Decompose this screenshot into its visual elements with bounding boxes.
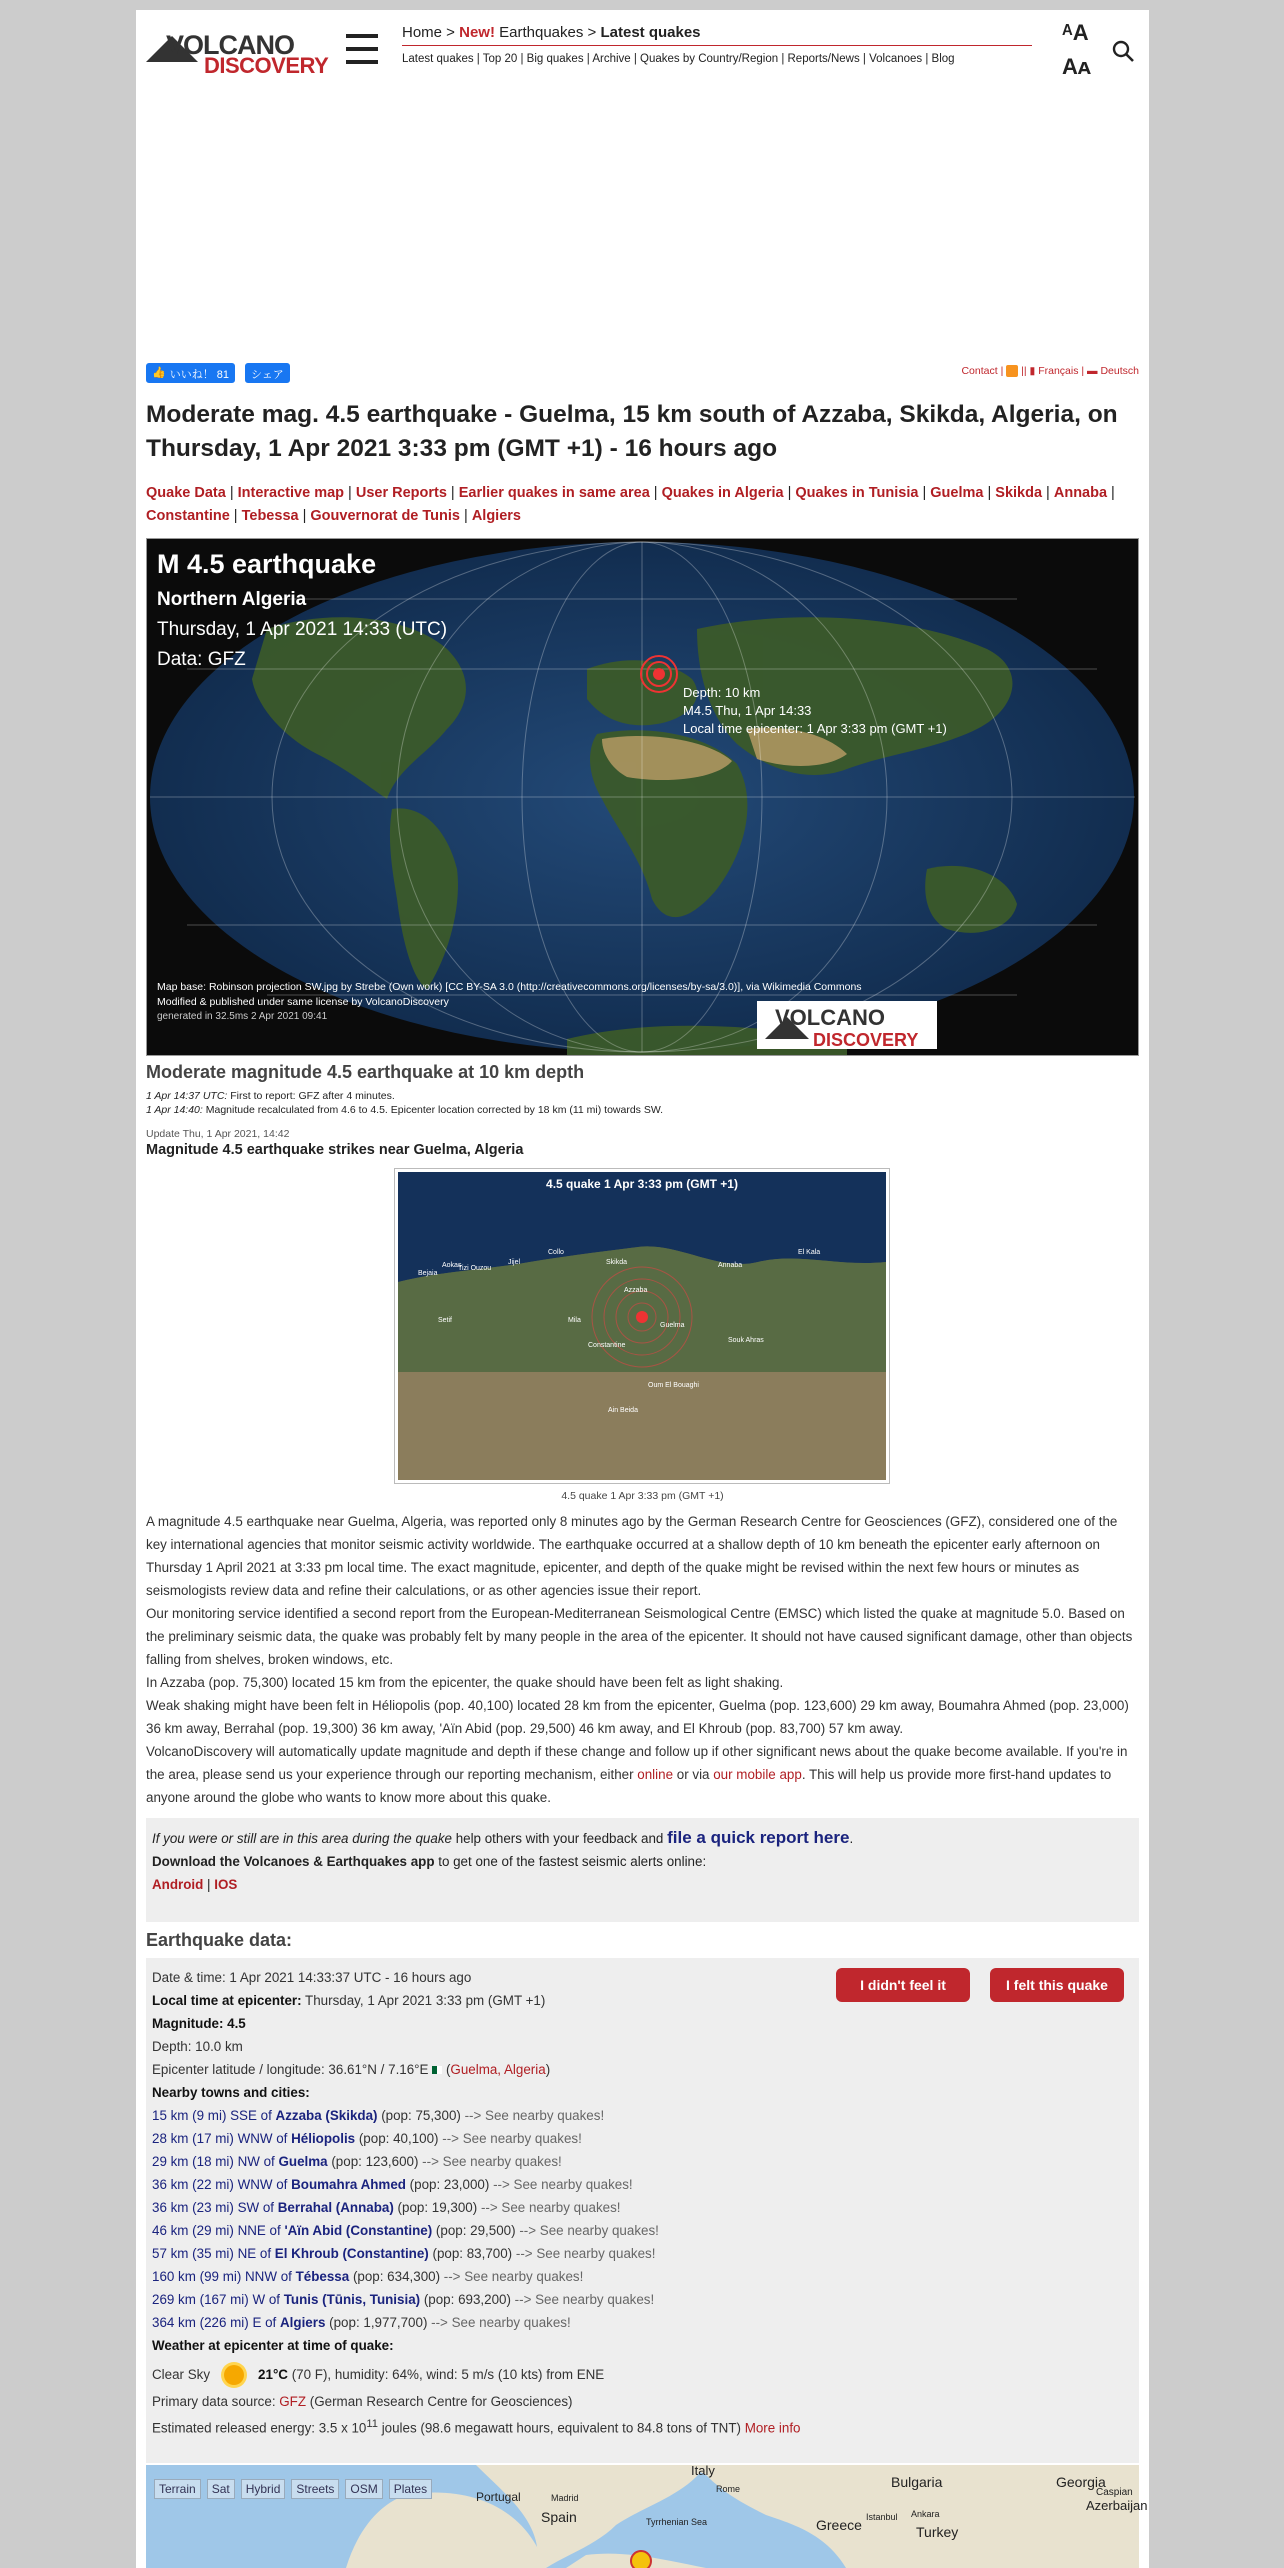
font-decrease-icon[interactable]: Aᴀ [1062, 54, 1091, 79]
logo-text-top: VOLCANO [166, 30, 294, 60]
search-icon[interactable] [1112, 40, 1134, 62]
section-heading: Moderate magnitude 4.5 earthquake at 10 km depth [146, 1062, 585, 1082]
earthquake-data-heading: Earthquake data: [146, 1930, 293, 1950]
nearby-town-row[interactable]: 364 km (226 mi) E of Algiers (pop: 1,977,700) --> See nearby quakes! [152, 2315, 571, 2330]
eq-depth: Depth: 10.0 km [152, 2039, 243, 2054]
french-link[interactable]: Français [1038, 365, 1079, 377]
nearby-town-row[interactable]: 29 km (18 mi) NW of Guelma (pop: 123,600) --> See nearby quakes! [152, 2154, 562, 2169]
map-label: Georgia [1056, 2474, 1106, 2490]
map-place-label: Mila [568, 1317, 581, 1324]
map-date: Thursday, 1 Apr 2021 14:33 (UTC) [157, 619, 448, 640]
map-mag: M4.5 Thu, 1 Apr 14:33 [683, 703, 812, 718]
nearby-town-row[interactable]: 57 km (35 mi) NE of El Khroub (Constantine) (pop: 83,700) --> See nearby quakes! [152, 2246, 656, 2261]
paragraph-1: A magnitude 4.5 earthquake near Guelma, Algeria, was reported only 8 minutes ago by the German Research Centre for Geosciences (GFZ), considered one of the key international agencies that monitor seismic activity worldwide. The earthquake occurred at a shallow depth of 10 km beneath the epicenter early afternoon on Thursday 1 April 2021 at 3:33 pm local time. The exact magnitude, epicenter, and depth of the quake might be revised within the next few hours or minutes as seismologists review data and refine their calculations, or as other agencies issue their report. [146, 1514, 1118, 1598]
map-label: Rome [716, 2484, 741, 2494]
quick-link[interactable]: Gouvernorat de Tunis [310, 508, 460, 524]
quick-link[interactable]: Interactive map [237, 485, 345, 501]
map-place-label: Guelma [660, 1322, 685, 1329]
section-subheading: Magnitude 4.5 earthquake strikes near Guelma, Algeria [146, 1142, 524, 1158]
map-place-label: Azzaba [624, 1287, 648, 1294]
map-type-button[interactable]: OSM [345, 2479, 382, 2499]
eq-magnitude: Magnitude: 4.5 [152, 2016, 246, 2031]
ad-space [146, 90, 1139, 362]
map-source: Data: GFZ [157, 649, 246, 670]
sub-navigation[interactable]: Latest quakes | Top 20 | Big quakes | Archive | Quakes by Country/Region | Reports/News | Volcanoes | Blog [402, 53, 955, 65]
page-title: Moderate mag. 4.5 earthquake - Guelma, 15 km south of Azzaba, Skikda, Algeria, on Thursday, 1 Apr 2021 3:33 pm (GMT +1) - 16 hours ago [146, 401, 1118, 462]
map-credit-2: Modified & published under same license by VolcanoDiscovery [157, 996, 449, 1008]
crumb-earthquakes[interactable]: Earthquakes [499, 24, 584, 41]
map-depth: Depth: 10 km [683, 685, 761, 700]
quick-link[interactable]: Guelma [930, 485, 984, 501]
map-logo-bottom: DISCOVERY [813, 1030, 919, 1050]
map-region: Northern Algeria [157, 589, 307, 610]
quick-link[interactable]: Algiers [471, 508, 521, 524]
map-type-buttons [154, 2479, 432, 2499]
regional-map-title: 4.5 quake 1 Apr 3:33 pm (GMT +1) [546, 1177, 738, 1191]
german-link[interactable]: Deutsch [1100, 365, 1139, 377]
mobile-app-link[interactable]: our mobile app [713, 1767, 802, 1782]
map-place-label: Constantine [588, 1342, 626, 1349]
nearby-town-row[interactable]: 28 km (17 mi) WNW of Héliopolis (pop: 40,100) --> See nearby quakes! [152, 2131, 582, 2146]
site-header [136, 10, 1149, 90]
crumb-current: Latest quakes [600, 24, 701, 41]
quick-link[interactable]: Quake Data [146, 485, 226, 501]
map-place-label: Souk Ahras [728, 1337, 764, 1344]
not-felt-button[interactable]: I didn't feel it [836, 1968, 970, 2002]
quick-link[interactable]: Quakes in Algeria [661, 485, 784, 501]
map-label: Madrid [551, 2493, 579, 2503]
quick-links: Quake Data | Interactive map | User Reports | Earlier quakes in same area | Quakes in Algeria | Quakes in Tunisia | Guelma | Skikda | Annaba | Constantine | Tebessa | Gouvernorat de Tunis | Algiers [146, 485, 1115, 524]
menu-icon[interactable] [346, 34, 378, 64]
map-place-label: Jijel [508, 1259, 521, 1266]
map-label: Greece [816, 2517, 862, 2533]
world-map-image [146, 538, 1139, 1056]
map-label: Spain [541, 2509, 577, 2525]
map-label: Portugal [476, 2490, 521, 2504]
crumb-home[interactable]: Home [402, 24, 443, 41]
nearby-town-row[interactable]: 46 km (29 mi) NNE of 'Aïn Abid (Constantine) (pop: 29,500) --> See nearby quakes! [152, 2223, 659, 2238]
map-place-label: Bejaia [418, 1270, 438, 1277]
article-body [146, 1510, 1139, 1809]
facebook-share-button[interactable]: シェア [245, 363, 290, 383]
report-online-link[interactable]: online [637, 1767, 674, 1782]
map-label: Caspian [1096, 2487, 1133, 2498]
map-label: Bulgaria [891, 2474, 943, 2490]
quick-link[interactable]: Quakes in Tunisia [795, 485, 919, 501]
epicenter-marker [641, 656, 677, 692]
update-log: 1 Apr 14:37 UTC: First to report: GFZ after 4 minutes. 1 Apr 14:40: Magnitude recalculated from 4.6 to 4.5. Epicenter location corrected by 18 km (11 mi) towards SW. [146, 1090, 664, 1116]
breadcrumb: Home > New! Earthquakes > Latest quakes [402, 24, 1032, 46]
facebook-like-button[interactable]: 👍 いいね！ 81 [146, 363, 235, 383]
report-box: If you were or still are in this area during the quake help others with your feedback and file a quick report here. Download the Volcanoes & Earthquakes app to get one of the fastest seismic alerts online: Android | IOS [146, 1818, 1139, 1922]
thumb-icon: 👍 [152, 367, 166, 379]
map-logo-top: VOLCANO [775, 1005, 885, 1030]
file-report-link[interactable]: file a quick report here [667, 1828, 850, 1847]
map-type-button[interactable]: Streets [291, 2479, 339, 2499]
ios-link[interactable]: IOS [214, 1877, 238, 1892]
map-generated: generated in 32.5ms 2 Apr 2021 09:41 [157, 1011, 328, 1022]
nearby-list [152, 2104, 1133, 2334]
flag-de-icon: ▬ [1087, 365, 1098, 377]
font-increase-icon[interactable]: ᴬA [1062, 20, 1089, 45]
map-label: Istanbul [866, 2512, 898, 2522]
quick-link[interactable]: Skikda [995, 485, 1043, 501]
regional-map-image[interactable] [394, 1168, 890, 1484]
site-logo[interactable] [146, 24, 331, 78]
eq-datetime: Date & time: 1 Apr 2021 14:33:37 UTC - 16 hours ago [152, 1970, 472, 1985]
map-credit-1: Map base: Robinson projection SW.jpg by Strebe (Own work) [CC BY-SA 3.0 (http://creativecommons.org/licenses/by-sa/3.0)], via Wikimedia Commons [157, 981, 862, 993]
map-place-label: Ain Beida [608, 1407, 638, 1414]
map-label: Turkey [916, 2524, 959, 2540]
map-place-label: Aokas [442, 1262, 462, 1269]
regional-map-caption: 4.5 quake 1 Apr 3:33 pm (GMT +1) [561, 1490, 724, 1502]
map-type-button[interactable]: Terrain [154, 2479, 201, 2499]
interactive-map[interactable] [146, 2463, 1148, 2568]
quick-link[interactable]: Earlier quakes in same area [458, 485, 650, 501]
top-links: Contact | || ▮ Français | ▬ Deutsch [961, 365, 1139, 377]
map-label: Italy [691, 2463, 715, 2478]
map-title: M 4.5 earthquake [157, 549, 377, 579]
nearby-town-row[interactable]: 15 km (9 mi) SSE of Azzaba (Skikda) (pop: 75,300) --> See nearby quakes! [152, 2108, 605, 2123]
logo-text-bottom: DISCOVERY [204, 53, 329, 78]
gfz-link[interactable]: GFZ [279, 2394, 307, 2409]
update-time: Update Thu, 1 Apr 2021, 14:42 [146, 1128, 290, 1140]
contact-link[interactable]: Contact [961, 365, 998, 377]
quick-link[interactable]: Annaba [1053, 485, 1108, 501]
map-place-label: Tizi Ouzou [458, 1265, 492, 1272]
map-local: Local time epicenter: 1 Apr 3:33 pm (GMT +1) [683, 721, 947, 736]
paragraph-2: Our monitoring service identified a second report from the European-Mediterranean Seismological Centre (EMSC) which listed the quake at magnitude 5.0. Based on the preliminary seismic data, the quake was probably felt by many people in the area of the epicenter. It should not have caused significant damage, other than objects falling from shelves, broken windows, etc. [146, 1606, 1133, 1667]
map-type-button[interactable]: Hybrid [241, 2479, 286, 2499]
map-place-label: Collo [548, 1249, 564, 1256]
page [136, 10, 1149, 2568]
android-link[interactable]: Android [152, 1877, 204, 1892]
more-info-link[interactable]: More info [744, 2420, 801, 2436]
nearby-town-row[interactable]: 160 km (99 mi) NNW of Tébessa (pop: 634,300) --> See nearby quakes! [152, 2269, 584, 2284]
earthquake-data-box: I didn't feel it I felt this quake Date & time: 1 Apr 2021 14:33:37 UTC - 16 hours ago Local time at epicenter: Thursday, 1 Apr 2021 3:33 pm (GMT +1) Magnitude: 4.5 Depth: 10.0 km Epicenter latitude / longitude: 36.61°N / 7.16°E (Guelma, Algeria) Nearby towns and cities: 15 km (9 mi) SSE of Azzaba (Skikda) (pop: 75,300) --> See nearby quakes! 28 km (17 mi) WNW of Héliopolis (pop: 40,100) --> See nearby quakes! 29 km (18 mi) NW of Guelma (pop: 123,600) --> See nearby quakes! 36 km (22 mi) WNW of Boumahra Ahmed (pop: 23,000) --> See nearby quakes! 36 km (23 mi) SW of Berrahal (Annaba) (pop: 19,300) --> See nearby quakes! 46 km (29 mi) NNE of 'Aïn Abid (Constantine) (pop: 29,500) --> See nearby quakes! 57 km (35 mi) NE of El Khroub (Constantine) (pop: 83,700) --> See nearby quakes! 160 km (99 mi) NNW of Tébessa (pop: 634,300) --> See nearby quakes! 269 km (167 mi) W of Tunis (Tūnis, Tunisia) (pop: 693,200) --> See nearby quakes! 364 km (226 mi) E of Algiers (pop: 1,977,700) --> See nearby quakes! Weather at epicenter at time of quake: Clear Sky 21°C (70 F), humidity: 64%, wind: 5 m/s (10 kts) from ENE Primary data source: GFZ (German Research Centre for Geosciences) Estimated released energy: 3.5 x $10^{11}$ joules (98.6 megawatt hours, equivalent to 84.8 tons of TNT) More info [146, 1958, 1139, 2463]
map-place-label: Setif [438, 1317, 453, 1324]
map-label: Ankara [911, 2509, 940, 2519]
map-place-label: Oum El Bouaghi [648, 1382, 699, 1389]
quick-link[interactable]: Tebessa [241, 508, 299, 524]
paragraph-5: VolcanoDiscovery will automatically update magnitude and depth if these change and follow up if other significant news about the quake become available. If you're in the area, please send us your experience through our reporting mechanism, either online or via our mobile app. This will help us provide more first-hand updates to anyone around the globe who wants to know more about this quake. [146, 1744, 1128, 1805]
map-place-label: El Kala [798, 1249, 821, 1256]
map-place-label: Annaba [718, 1262, 743, 1269]
rss-icon[interactable] [1006, 365, 1018, 377]
quick-link[interactable]: Constantine [146, 508, 230, 524]
algeria-flag-icon [432, 2066, 442, 2074]
sun-icon [224, 2365, 244, 2385]
felt-quake-button[interactable]: I felt this quake [990, 1968, 1124, 2002]
map-place-label: Skikda [606, 1259, 628, 1266]
flag-fr-icon: ▮ [1029, 365, 1036, 377]
crumb-new[interactable]: New! [459, 24, 495, 41]
map-type-button[interactable]: Plates [389, 2479, 432, 2499]
map-label: Azerbaijan [1086, 2498, 1148, 2513]
map-type-button[interactable]: Sat [207, 2479, 235, 2499]
location-link[interactable]: Guelma, Algeria [450, 2062, 546, 2077]
paragraph-4: Weak shaking might have been felt in Héliopolis (pop. 40,100) located 28 km from the epicenter, Guelma (pop. 123,600) 29 km away, Boumahra Ahmed (pop. 23,000) 36 km away, Berrahal (pop. 19,300) 36 km away, 'Aïn Abid (pop. 29,500) 46 km away, and El Khroub (pop. 83,700) 57 km away. [146, 1698, 1129, 1736]
quick-link[interactable]: User Reports [355, 485, 447, 501]
nearby-town-row[interactable]: 269 km (167 mi) W of Tunis (Tūnis, Tunisia) (pop: 693,200) --> See nearby quakes! [152, 2292, 655, 2307]
nearby-town-row[interactable]: 36 km (23 mi) SW of Berrahal (Annaba) (pop: 19,300) --> See nearby quakes! [152, 2200, 621, 2215]
map-label: Tyrrhenian Sea [646, 2517, 708, 2527]
nearby-town-row[interactable]: 36 km (22 mi) WNW of Boumahra Ahmed (pop: 23,000) --> See nearby quakes! [152, 2177, 633, 2192]
paragraph-3: In Azzaba (pop. 75,300) located 15 km from the epicenter, the quake should have been felt as light shaking. [146, 1675, 784, 1690]
